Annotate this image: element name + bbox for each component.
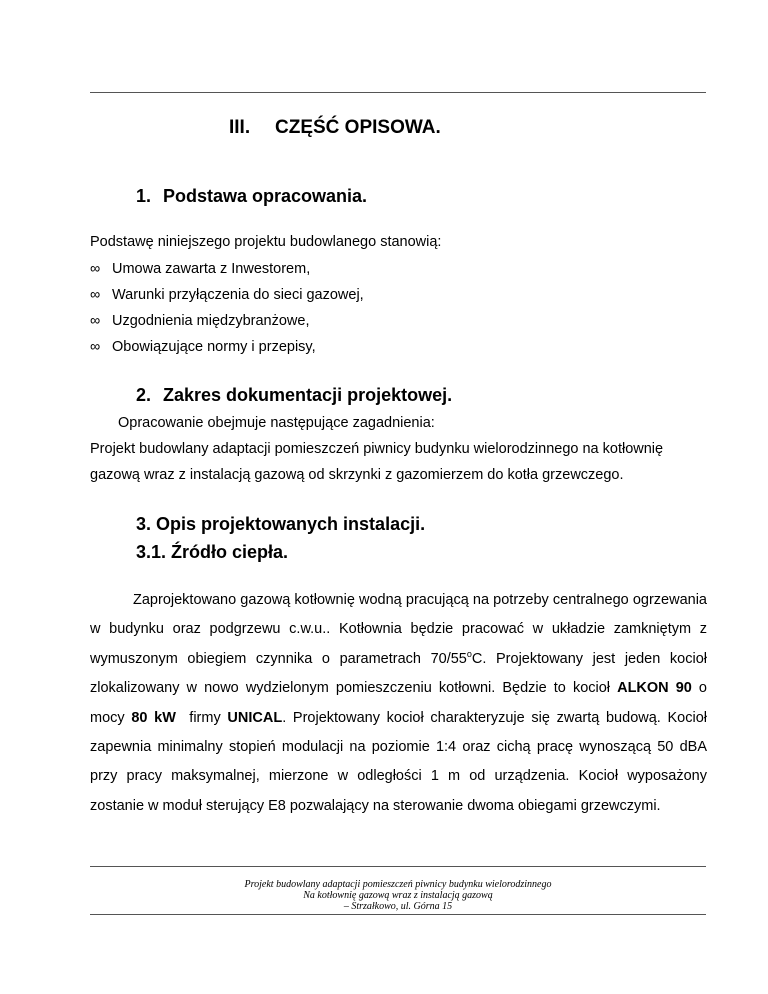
- section-2-line-1: Projekt budowlany adaptacji pomieszczeń piwnicy budynku wielorodzinnego na kotłownię: [90, 441, 664, 457]
- paragraph-text-c: o mocy: [90, 680, 707, 726]
- list-item: [90, 287, 364, 303]
- paragraph-text-e: . Projektowany kocioł charakteryzuje się zwartą budową. Kocioł zapewnia minimalny stopień modulacji na poziomie 1:4 oraz cichą pracę wynoszącą 50 dBA przy pracy maksymalnej, mierzone w odległości 1 m od urządzenia. Kocioł wyposażony zostanie w moduł sterujący E8 pozwalający na sterowanie dwoma obiegami grzewczymi.: [90, 709, 707, 814]
- section-1-intro: Podstawę niniejszego projektu budowlanego stanowią:: [90, 234, 442, 250]
- section-3-1-title: 3.1. Źródło ciepła.: [136, 542, 289, 562]
- footer-rule-top: [90, 866, 706, 867]
- section-2-line-2: gazową wraz z instalacją gazową od skrzynki z gazomierzem do kotła grzewczego.: [90, 467, 624, 483]
- footer-line-2: Na kotłownię gazową wraz z instalacją gazową: [303, 890, 493, 901]
- boiler-model: ALKON 90: [617, 680, 692, 697]
- infinity-bullet-icon: ∞: [90, 313, 101, 329]
- infinity-bullet-icon: ∞: [90, 261, 101, 277]
- paragraph-text-b: C. Projektowany jest jeden kocioł zlokalizowany w nowo wydzielonym pomieszczeniu kotłowni. Będzie to kocioł: [90, 650, 707, 697]
- section-3-1-paragraph: [90, 586, 707, 821]
- paragraph-text-a: Zaprojektowano gazową kotłownię wodną pracującą na potrzeby centralnego ogrzewania w budynku oraz podgrzewu c.w.u.. Kotłownia będzie pracować w układzie zamkniętym z wymuszonym obiegiem czynnika o parametrach 70/55: [90, 592, 707, 667]
- infinity-bullet-icon: ∞: [90, 287, 101, 303]
- header-rule: [90, 92, 706, 93]
- footer-line-3: – Strzałkowo, ul. Górna 15: [343, 901, 453, 912]
- paragraph-text-d: firmy: [175, 709, 228, 726]
- boiler-power: 80 kW: [131, 709, 176, 726]
- footer-line-1: Projekt budowlany adaptacji pomieszczeń piwnicy budynku wielorodzinnego: [244, 879, 552, 890]
- list-item: [90, 261, 310, 277]
- list-item: [90, 313, 309, 329]
- chapter-title: CZĘŚĆ OPISOWA.: [275, 117, 441, 138]
- footer-rule-bottom: [90, 914, 706, 915]
- chapter-number: III.: [229, 117, 251, 138]
- section-1-title: Podstawa opracowania.: [163, 186, 368, 206]
- list-item: [90, 339, 316, 355]
- section-2-number: 2.: [136, 385, 152, 405]
- section-1-number: 1.: [136, 186, 152, 206]
- section-2-title: Zakres dokumentacji projektowej.: [163, 385, 453, 405]
- list-item-text: Obowiązujące normy i przepisy,: [112, 339, 316, 355]
- list-item-text: Uzgodnienia międzybranżowe,: [112, 313, 310, 329]
- manufacturer: UNICAL: [227, 709, 283, 726]
- section-2-intro: Opracowanie obejmuje następujące zagadnienia:: [118, 415, 435, 431]
- list-item-text: Umowa zawarta z Inwestorem,: [112, 261, 311, 277]
- list-item-text: Warunki przyłączenia do sieci gazowej,: [112, 287, 364, 303]
- section-3-title: 3. Opis projektowanych instalacji.: [136, 514, 426, 534]
- infinity-bullet-icon: ∞: [90, 339, 101, 355]
- degree-superscript: o: [466, 648, 472, 659]
